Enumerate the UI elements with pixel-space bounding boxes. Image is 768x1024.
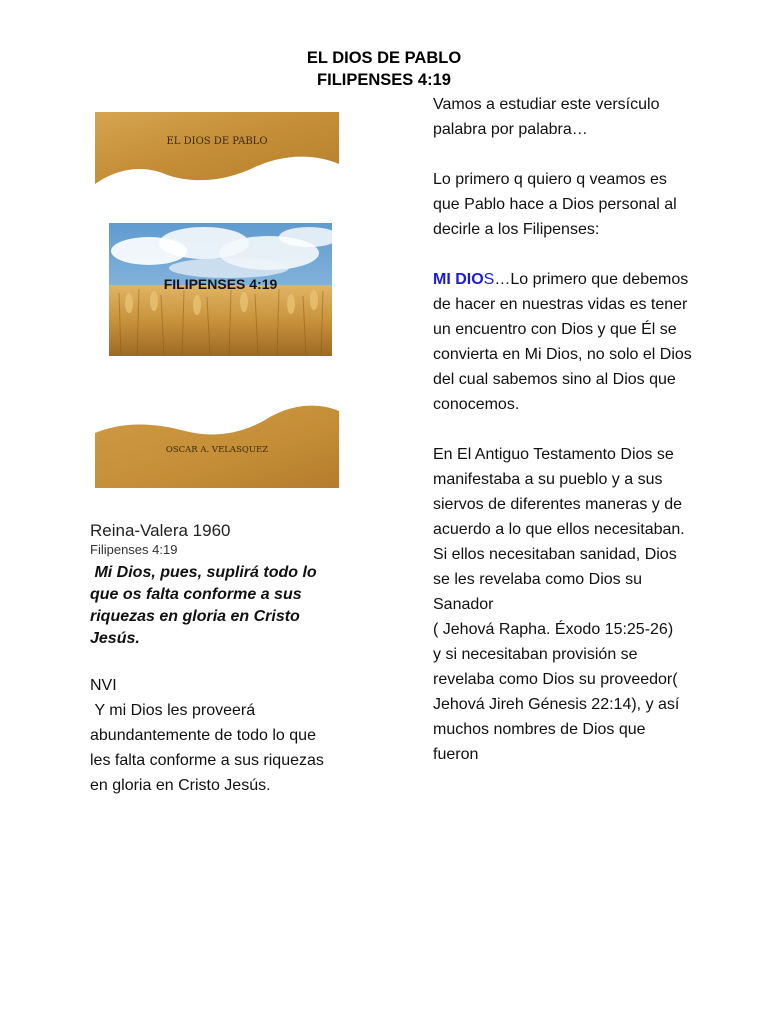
- mi-dios-highlight: [433, 271, 494, 288]
- cover-bottom-banner: [95, 403, 339, 488]
- document-subtitle: FILIPENSES 4:19: [317, 71, 451, 89]
- study-old-testament: En El Antiguo Testamento Dios se manifestaba a su pueblo y a sus siervos de diferentes maneras y de acuerdo a lo que ellos necesitaban. Si ellos necesitaban sanidad, Dios se les revelaba como Dios su Sanador ( Jehová Rapha. Éxodo 15:25-26) y si necesitaban provisión se revelaba como Dios su proveedor( Jehová Jireh Génesis 22:14), y así muchos nombres de Dios que fueron: [433, 446, 685, 763]
- top-wave-shape: [95, 112, 339, 190]
- mi-dios-text: …Lo primero que debemos de hacer en nuestras vidas es tener un encuentro con Dios y que Él se convierta en Mi Dios, no solo el Dios del cual sabemos sino al Dios que conocemos.: [433, 271, 692, 413]
- study-mi-dios-paragraph: [433, 267, 693, 417]
- study-first-point: Lo primero q quiero q veamos es que Pablo hace a Dios personal al decirle a los Filipenses:: [433, 171, 677, 238]
- cover-title: EL DIOS DE PABLO: [166, 136, 268, 147]
- verse-nvi-content: Y mi Dios les proveerá abundantemente de todo lo que les falta conforme a sus riquezas en gloria en Cristo Jesús.: [90, 702, 324, 794]
- mi-dios-rest: S: [483, 271, 495, 288]
- cover-photo-title: FILIPENSES 4:19: [163, 276, 278, 292]
- document-title: EL DIOS DE PABLO: [306, 49, 462, 67]
- verse-reference: Filipenses 4:19: [90, 542, 178, 557]
- version-name: Reina-Valera 1960: [90, 521, 231, 540]
- cover-graphic: [90, 112, 340, 488]
- cover-author: OSCAR A. VELASQUEZ: [165, 445, 269, 455]
- cover-top-banner: [95, 112, 339, 190]
- mi-dios-bold: MI DIO: [433, 271, 484, 288]
- verse-rvr-content: Mi Dios, pues, suplirá todo lo que os falta conforme a sus riquezas en gloria en Cristo Jesús.: [90, 564, 317, 647]
- nvi-label: NVI: [90, 677, 117, 694]
- study-column: [433, 92, 693, 767]
- verse-nvi-text: [90, 698, 330, 798]
- study-intro: Vamos a estudiar este versículo palabra por palabra…: [433, 96, 660, 138]
- verse-rvr-text: [90, 562, 330, 650]
- verse-section: [90, 520, 330, 798]
- wheat-field-image: [109, 223, 332, 356]
- document-header: [0, 47, 768, 91]
